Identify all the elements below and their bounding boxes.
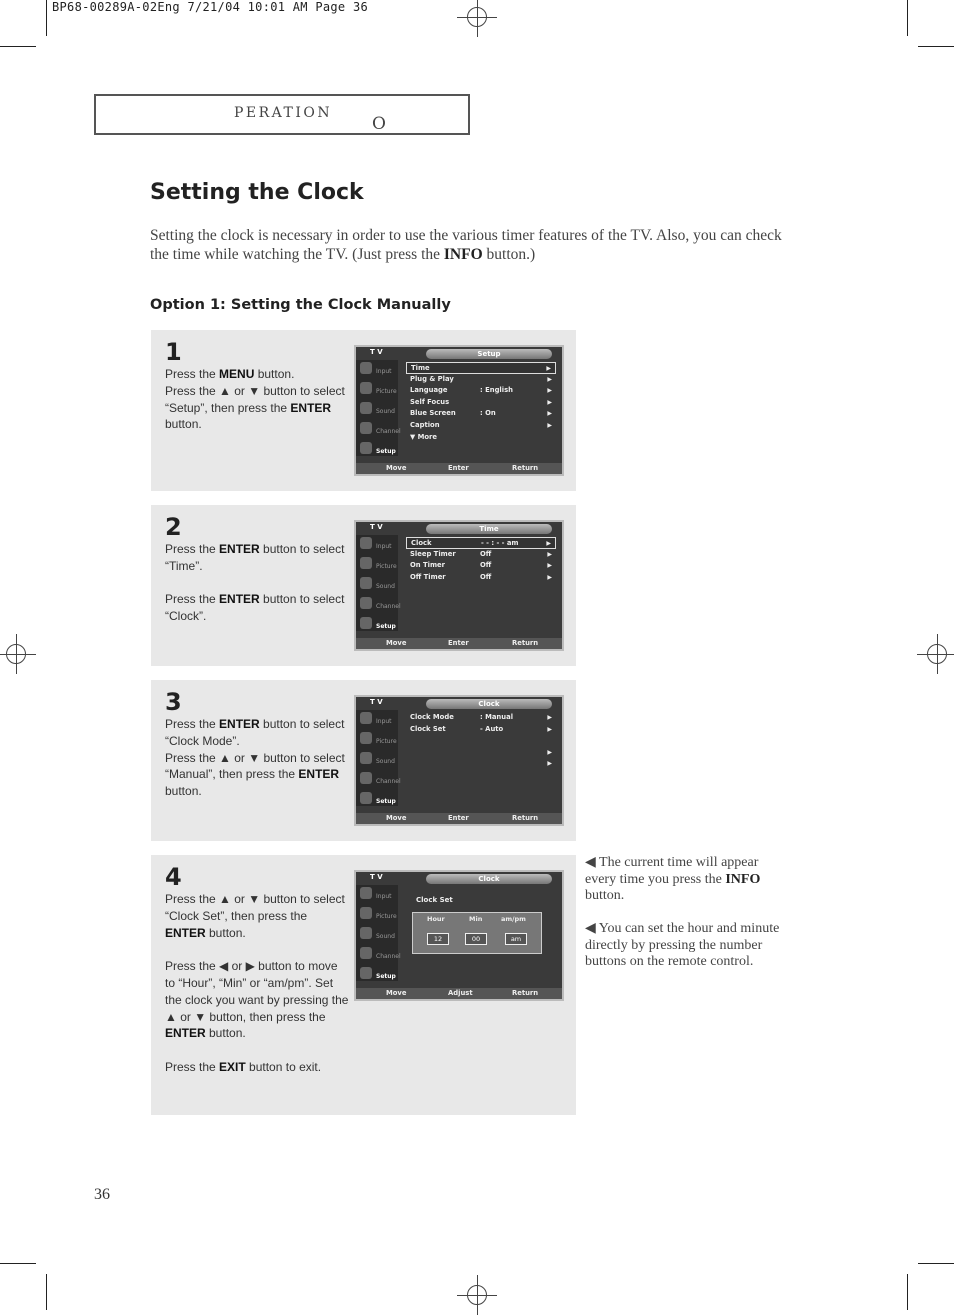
sidebar-item-picture <box>358 905 398 923</box>
menu-row-label: Plug & Play <box>410 374 454 383</box>
return-hint: Return <box>512 639 539 647</box>
menu-title: Setup <box>426 349 552 359</box>
menu-footer <box>356 638 562 649</box>
arrow-right-icon: ▶ <box>547 375 552 383</box>
sound-icon <box>360 752 372 764</box>
arrow-right-icon: ▶ <box>547 562 552 570</box>
crop-mark <box>907 0 908 36</box>
sidebar-item-channel <box>358 770 401 788</box>
arrow-right-icon: ▶ <box>547 410 552 418</box>
menu-footer <box>356 988 562 999</box>
instruction-text: button. <box>205 925 246 940</box>
ampm-field: am <box>505 933 527 945</box>
sidebar-item-input <box>358 535 398 553</box>
sidebar-item-label: Input <box>376 893 392 900</box>
section-header <box>94 94 470 135</box>
hour-header: Hour <box>427 915 445 923</box>
menu-title: Clock <box>426 874 552 884</box>
tv-menu-screen <box>354 870 564 1001</box>
sidebar-item-label: Picture <box>376 388 397 395</box>
sidebar-item-setup <box>358 965 398 983</box>
sidebar-item-label: Picture <box>376 913 397 920</box>
menu-row <box>406 747 556 759</box>
sidebar-item-channel <box>358 945 401 963</box>
setup-icon <box>360 792 372 804</box>
menu-row-value: : Manual <box>480 713 514 721</box>
sidebar-item-picture <box>358 730 398 748</box>
option-heading: Option 1: Setting the Clock Manually <box>150 297 451 313</box>
step-number: 2 <box>165 513 182 541</box>
arrow-right-icon: ▶ <box>547 398 552 406</box>
instruction-text: button to select “Time”. <box>165 542 345 573</box>
instruction-keyword: EXIT <box>219 1059 246 1074</box>
menu-row-label: Time <box>411 364 430 372</box>
adjust-hint: Adjust <box>448 989 473 997</box>
channel-icon <box>360 422 372 434</box>
setup-icon <box>360 617 372 629</box>
menu-row-label: On Timer <box>410 561 445 570</box>
arrow-right-icon: ▶ <box>547 714 552 721</box>
sidebar-item-sound <box>358 400 398 418</box>
instruction-keyword: ENTER <box>165 925 206 940</box>
input-icon <box>360 712 372 724</box>
instruction-text: Press the ▲ or ▼ button to select “Manual”, then press the <box>165 750 345 782</box>
menu-row <box>406 560 556 572</box>
sidebar-item-label: Setup <box>376 448 396 455</box>
picture-icon <box>360 382 372 394</box>
picture-icon <box>360 907 372 919</box>
menu-row-value: : English <box>480 386 513 395</box>
enter-hint: Enter <box>448 814 469 822</box>
page-title: Setting the Clock <box>150 180 364 205</box>
registration-mark <box>457 1275 497 1315</box>
channel-icon <box>360 597 372 609</box>
menu-title: Clock <box>426 699 552 709</box>
sound-icon <box>360 402 372 414</box>
sidebar-item-sound <box>358 575 398 593</box>
sidebar-item-label: Setup <box>376 623 396 630</box>
move-hint: Move <box>386 814 407 822</box>
instruction-text: Press the <box>165 1059 220 1074</box>
registration-mark <box>917 634 954 674</box>
enter-hint: Enter <box>448 464 469 472</box>
sidebar-item-label: Channel <box>376 603 401 610</box>
registration-mark <box>0 634 36 674</box>
move-hint: Move <box>386 989 407 997</box>
menu-footer <box>356 813 562 824</box>
instruction-keyword: ENTER <box>290 400 332 415</box>
menu-row <box>406 537 556 549</box>
menu-row-value: Off <box>480 561 492 570</box>
menu-row <box>406 572 556 584</box>
intro-paragraph <box>150 226 800 264</box>
arrow-right-icon: ▶ <box>547 387 552 395</box>
intro-text-end: button.) <box>482 246 536 263</box>
instruction-text: Press the ◀ or ▶ button to move to “Hour”, “Min” or “am/pm”. Set the clock you want by pressing the ▲ or ▼ button, then press the <box>165 959 349 1024</box>
instruction-text: button. <box>254 367 295 381</box>
min-header: Min <box>469 915 483 923</box>
move-hint: Move <box>386 464 407 472</box>
sidebar-item-sound <box>358 925 398 943</box>
sidebar-item-label: Input <box>376 543 392 550</box>
crop-mark <box>918 46 954 47</box>
step-panel-3 <box>151 680 576 841</box>
note-text-end: button. <box>585 888 625 903</box>
menu-row <box>406 385 556 397</box>
sidebar-item-label: Channel <box>376 428 401 435</box>
menu-row-label: Off Timer <box>410 572 446 581</box>
sidebar-item-label: Input <box>376 368 392 375</box>
instruction-text: Press the <box>165 592 220 607</box>
sidebar-item-label: Sound <box>376 583 395 590</box>
tv-label: T V <box>370 348 383 356</box>
menu-row-label: Sleep Timer <box>410 549 456 558</box>
sidebar-item-setup <box>358 440 398 458</box>
sidebar-item-label: Sound <box>376 758 395 765</box>
arrow-right-icon: ▶ <box>546 365 551 372</box>
clock-set-box <box>412 912 542 954</box>
instruction-text: button. <box>165 417 202 432</box>
step-number: 3 <box>165 688 182 716</box>
side-note <box>585 921 785 971</box>
tv-menu-screen <box>354 520 564 651</box>
return-hint: Return <box>512 989 539 997</box>
instruction-text: button. <box>205 1026 246 1041</box>
sidebar-item-channel <box>358 595 401 613</box>
setup-icon <box>360 967 372 979</box>
sidebar-item-label: Setup <box>376 798 396 805</box>
menu-row-value: - - : - - am <box>481 539 519 547</box>
menu-row <box>406 374 556 386</box>
step-instructions <box>165 716 349 800</box>
arrow-right-icon: ▶ <box>547 748 552 756</box>
menu-row-label: Caption <box>410 420 440 429</box>
min-field: 00 <box>465 933 487 945</box>
registration-mark <box>457 0 497 37</box>
arrow-right-icon: ▶ <box>546 540 551 547</box>
sidebar-item-sound <box>358 750 398 768</box>
sidebar-item-input <box>358 885 398 903</box>
tv-menu-screen <box>354 345 564 476</box>
picture-icon <box>360 732 372 744</box>
sidebar-item-label: Sound <box>376 408 395 415</box>
menu-row-value: Off <box>480 572 492 581</box>
note-text: ◀ The current time will appear every time you press the <box>585 855 759 887</box>
arrow-right-icon: ▶ <box>547 573 552 581</box>
channel-icon <box>360 772 372 784</box>
sidebar-item-label: Picture <box>376 738 397 745</box>
note-text: ◀ You can set the hour and minute directly by pressing the number buttons on the remote control. <box>585 921 780 969</box>
tv-label: T V <box>370 698 383 706</box>
instruction-keyword: ENTER <box>219 717 260 731</box>
print-slug: BP68-00289A-02Eng 7/21/04 10:01 AM Page 36 <box>52 0 369 14</box>
instruction-text: button to select “Clock Mode”. <box>165 717 345 748</box>
sidebar-item-picture <box>358 555 398 573</box>
menu-sidebar <box>356 360 401 456</box>
menu-row-value: : On <box>480 409 496 418</box>
crop-mark <box>0 1263 36 1264</box>
step-instructions <box>165 541 349 625</box>
ampm-header: am/pm <box>501 915 526 923</box>
menu-title: Time <box>426 524 552 534</box>
menu-list <box>406 537 556 583</box>
sidebar-item-setup <box>358 615 398 633</box>
return-hint: Return <box>512 464 539 472</box>
menu-row <box>406 432 556 444</box>
section-rest: PERATION <box>234 105 333 121</box>
step-number: 4 <box>165 863 182 891</box>
instruction-text: button to select “Clock”. <box>165 592 345 624</box>
move-hint: Move <box>386 639 407 647</box>
menu-row-label: Self Focus <box>410 397 450 406</box>
arrow-right-icon: ▶ <box>547 760 552 768</box>
instruction-text: button to exit. <box>245 1059 322 1074</box>
side-note <box>585 855 785 905</box>
instruction-text: Press the ▲ or ▼ button to select “Clock Set”, then press the <box>165 892 345 923</box>
menu-footer <box>356 463 562 474</box>
arrow-right-icon: ▶ <box>547 725 552 733</box>
menu-row <box>406 735 556 747</box>
tv-menu-screen <box>354 695 564 826</box>
menu-row-value: Off <box>480 549 492 558</box>
crop-mark <box>918 1263 954 1264</box>
step-panel-2 <box>151 505 576 666</box>
sidebar-item-label: Sound <box>376 933 395 940</box>
intro-text: Setting the clock is necessary in order to use the various timer features of the TV. Also, you can check the time while watching the TV. (Just press the <box>150 227 782 263</box>
step-panel-1 <box>151 330 576 491</box>
intro-bold: INFO <box>443 246 483 263</box>
arrow-right-icon: ▶ <box>547 421 552 429</box>
tv-label: T V <box>370 873 383 881</box>
tv-label: T V <box>370 523 383 531</box>
enter-hint: Enter <box>448 639 469 647</box>
menu-row <box>406 408 556 420</box>
menu-sidebar <box>356 885 401 981</box>
sound-icon <box>360 927 372 939</box>
menu-row <box>406 397 556 409</box>
menu-row <box>406 549 556 561</box>
input-icon <box>360 887 372 899</box>
sidebar-item-label: Setup <box>376 973 396 980</box>
clock-set-label: Clock Set <box>416 896 453 904</box>
menu-sidebar <box>356 710 401 806</box>
input-icon <box>360 537 372 549</box>
menu-row-label: Language <box>410 386 448 395</box>
menu-row <box>406 712 556 724</box>
menu-row <box>406 724 556 736</box>
input-icon <box>360 362 372 374</box>
menu-row-label: Blue Screen <box>410 409 456 418</box>
step-instructions <box>165 891 349 1076</box>
menu-row-label: Clock Mode <box>410 713 454 721</box>
menu-row <box>406 758 556 770</box>
menu-list <box>406 362 556 443</box>
sidebar-item-picture <box>358 380 398 398</box>
note-keyword: INFO <box>725 871 761 887</box>
menu-row-label: ▼ More <box>410 432 437 441</box>
step-number: 1 <box>165 338 182 366</box>
menu-sidebar <box>356 535 401 631</box>
instruction-text: button. <box>165 784 202 799</box>
menu-row <box>406 362 556 374</box>
sidebar-item-label: Picture <box>376 563 397 570</box>
step-instructions <box>165 366 349 433</box>
channel-icon <box>360 947 372 959</box>
menu-list <box>406 712 556 770</box>
menu-row-value: - Auto <box>480 724 504 733</box>
sidebar-item-input <box>358 360 398 378</box>
crop-mark <box>46 0 47 36</box>
crop-mark <box>0 46 36 47</box>
instruction-text: Press the ▲ or ▼ button to select “Setup”, then press the <box>165 383 345 415</box>
instruction-keyword: ENTER <box>219 542 260 556</box>
menu-row-label: Clock <box>411 539 432 547</box>
page-number: 36 <box>94 1186 110 1203</box>
arrow-right-icon: ▶ <box>547 550 552 558</box>
sidebar-item-label: Channel <box>376 778 401 785</box>
instruction-keyword: ENTER <box>298 767 340 782</box>
sidebar-item-setup <box>358 790 398 808</box>
sidebar-item-label: Input <box>376 718 392 725</box>
setup-icon <box>360 442 372 454</box>
instruction-text: Press the <box>165 717 220 731</box>
crop-mark <box>907 1274 908 1310</box>
section-initial: O <box>372 114 387 134</box>
sidebar-item-input <box>358 710 398 728</box>
crop-mark <box>46 1274 47 1310</box>
menu-row-label: Clock Set <box>410 724 446 733</box>
instruction-text: Press the <box>165 367 220 381</box>
sound-icon <box>360 577 372 589</box>
hour-field: 12 <box>427 933 449 945</box>
instruction-text: Press the <box>165 542 220 556</box>
instruction-keyword: ENTER <box>219 592 260 607</box>
return-hint: Return <box>512 814 539 822</box>
menu-row <box>406 420 556 432</box>
picture-icon <box>360 557 372 569</box>
instruction-keyword: ENTER <box>165 1026 206 1041</box>
instruction-keyword: MENU <box>219 367 255 381</box>
step-panel-4 <box>151 855 576 1115</box>
sidebar-item-channel <box>358 420 401 438</box>
sidebar-item-label: Channel <box>376 953 401 960</box>
